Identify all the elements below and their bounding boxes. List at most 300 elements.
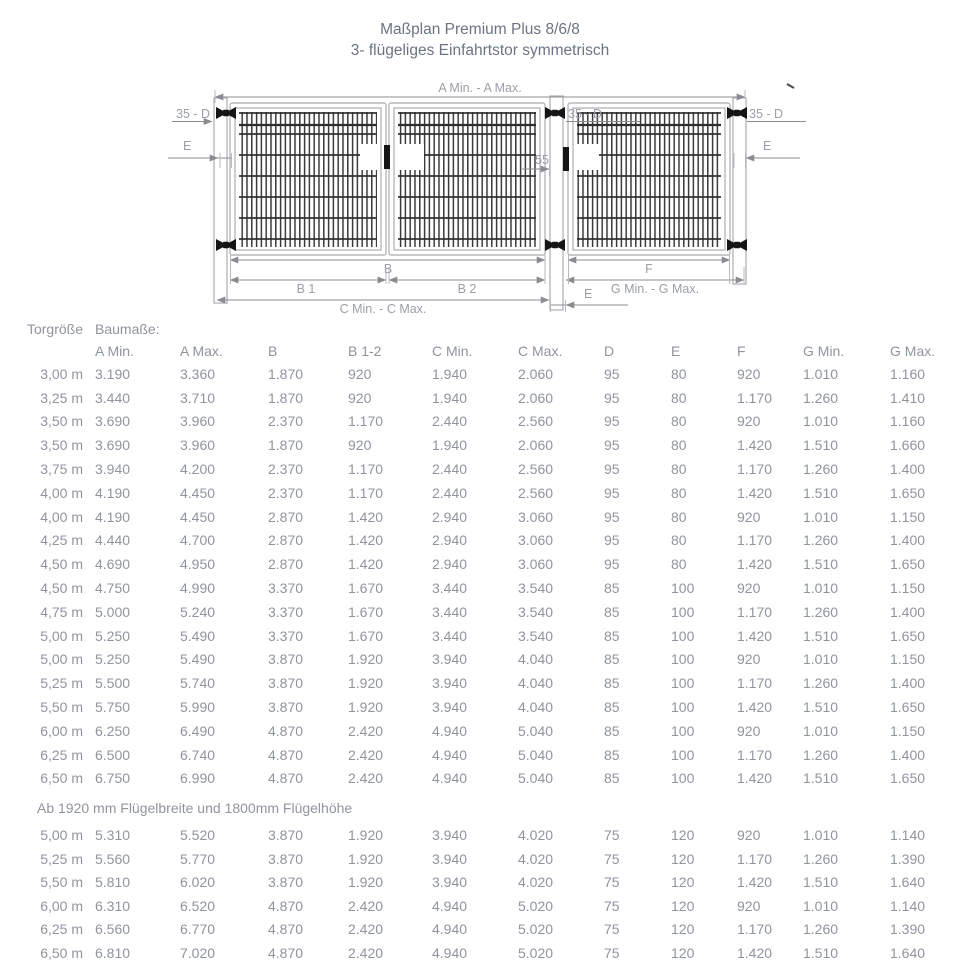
dimension-value: 4.200 [180,461,216,478]
post-center [550,96,563,310]
dimension-value: 1.670 [348,603,384,620]
dimension-value: 5.740 [180,675,216,692]
dimension-c [217,300,549,316]
dimension-value: 1.670 [348,580,384,597]
table-row [0,695,960,719]
dimension-value: 5.240 [180,603,216,620]
dimension-value: 5.990 [180,699,216,716]
dimension-value: 120 [671,850,695,867]
dimension-value: 1.260 [803,675,839,692]
dimension-value: 85 [604,675,620,692]
dimension-value: 4.450 [180,484,216,501]
col-header-g-min: G Min. [803,343,845,359]
dimension-value: 1.170 [737,532,773,549]
dimension-value: 1.650 [890,699,926,716]
dimension-value: 3.960 [180,437,216,454]
table-row [0,624,960,648]
dimension-g [566,280,744,296]
dimension-value: 4.700 [180,532,216,549]
dimension-value: 2.370 [268,484,304,501]
table-row [0,481,960,505]
dimension-value: 920 [737,413,761,430]
dimension-value: 80 [671,484,687,501]
dimension-value: 95 [604,556,620,573]
dimension-value: 5.250 [95,651,131,668]
page-header [0,0,960,61]
dimension-value: 3.540 [518,603,554,620]
gate-wing-1 [230,103,386,255]
gate-drawing [0,72,960,322]
table-row [0,433,960,457]
dimension-value: 120 [671,921,695,938]
dimension-value: 75 [604,850,620,867]
dimension-value: 4.190 [95,484,131,501]
dimension-value: 3.690 [95,413,131,430]
gate-size: 6,25 m [40,921,83,938]
dimension-value: 95 [604,413,620,430]
dimension-value: 920 [737,651,761,668]
dimension-value: 1.150 [890,580,926,597]
dimension-value: 1.420 [737,699,773,716]
dimension-value: 3.440 [95,389,131,406]
dimension-value: 6.310 [95,897,131,914]
dimension-value: 5.310 [95,827,131,844]
table-row [0,410,960,434]
dimension-value: 2.420 [348,722,384,739]
col-header-c-max: C Max. [518,343,563,359]
gate-size: 6,00 m [40,722,83,739]
col-header-f: F [737,343,746,359]
dimension-value: 1.420 [737,437,773,454]
lock-bar-side-wing [563,147,569,171]
dimension-value: 1.640 [890,874,926,891]
dimension-value: 1.170 [737,746,773,763]
dimension-value: 2.560 [518,461,554,478]
dimension-value: 3.440 [432,580,468,597]
col-header-d: D [604,343,615,359]
dimension-value: 1.260 [803,461,839,478]
dimension-value: 3.190 [95,365,131,382]
dimension-value: 5.040 [518,746,554,763]
dimension-value: 6.810 [95,944,131,961]
stray-tick [787,84,794,88]
dimension-value: 4.190 [95,508,131,525]
dimension-value: 95 [604,461,620,478]
post-right [733,98,746,284]
dimension-value: 75 [604,874,620,891]
dimension-value: 1.400 [890,746,926,763]
dimension-value: 1.920 [348,675,384,692]
dimension-value: 1.940 [432,437,468,454]
gate-wing-3 [568,103,730,255]
dimension-value: 5.560 [95,850,131,867]
dimension-value: 100 [671,627,695,644]
dimension-value: 920 [737,580,761,597]
dimension-value: 100 [671,651,695,668]
dimension-value: 6.020 [180,874,216,891]
dimension-value: 2.420 [348,897,384,914]
dimension-value: 3.540 [518,627,554,644]
dimension-value: 85 [604,627,620,644]
dimension-value: 6.560 [95,921,131,938]
dimension-value: 1.160 [890,413,926,430]
dimension-value: 2.560 [518,484,554,501]
dimension-value: 1.410 [890,389,926,406]
dimension-value: 4.040 [518,699,554,716]
gate-size: 3,50 m [40,413,83,430]
dimension-value: 100 [671,675,695,692]
dimension-value: 95 [604,508,620,525]
gate-size: 5,25 m [40,850,83,867]
col-header-e: E [671,343,681,359]
gate-size: 6,50 m [40,944,83,961]
dimension-value: 4.020 [518,874,554,891]
dimension-value: 920 [737,827,761,844]
dimension-value: 4.020 [518,827,554,844]
dimension-value: 1.420 [737,484,773,501]
dimension-value: 1.420 [348,532,384,549]
dim-label-b: B [383,262,393,276]
dimension-value: 3.710 [180,389,216,406]
dimension-value: 1.420 [737,874,773,891]
table-row [0,743,960,767]
dimension-value: 3.940 [432,850,468,867]
dimension-value: 7.020 [180,944,216,961]
gate-size: 4,50 m [40,580,83,597]
table-row [0,719,960,743]
dimension-value: 3.440 [432,603,468,620]
dimension-value: 5.520 [180,827,216,844]
dimension-value: 4.940 [432,921,468,938]
table-row [0,671,960,695]
dimension-value: 1.400 [890,603,926,620]
dimension-value: 85 [604,603,620,620]
dimension-value: 1.660 [890,437,926,454]
page-subtitle: 3- flügeliges Einfahrtstor symmetrisch [350,42,610,59]
dimension-value: 3.870 [268,699,304,716]
dimension-value: 3.870 [268,675,304,692]
dimension-value: 920 [737,508,761,525]
dimension-value: 6.490 [180,722,216,739]
dimension-value: 1.150 [890,508,926,525]
dimension-value: 100 [671,770,695,787]
dimension-value: 2.560 [518,413,554,430]
dimension-value: 1.650 [890,484,926,501]
dimension-value: 2.060 [518,365,554,382]
dimension-value: 5.750 [95,699,131,716]
dimension-value: 2.060 [518,437,554,454]
dim-label-35d-right: 35 - D [749,107,784,121]
col-header-c-min: C Min. [432,343,473,359]
dimension-value: 1.640 [890,944,926,961]
dimension-value: 920 [737,722,761,739]
dimension-value: 3.940 [432,874,468,891]
dimension-value: 4.870 [268,944,304,961]
dimension-value: 3.870 [268,874,304,891]
dimension-value: 85 [604,722,620,739]
gate-size: 6,50 m [40,770,83,787]
dimension-value: 920 [348,389,372,406]
dimension-value: 1.510 [803,944,839,961]
dimension-value: 6.990 [180,770,216,787]
dimension-value: 1.940 [432,389,468,406]
dimension-value: 3.370 [268,627,304,644]
dimension-value: 75 [604,897,620,914]
dimension-value: 120 [671,874,695,891]
dimension-value: 2.940 [432,532,468,549]
dimension-value: 1.510 [803,556,839,573]
gate-size: 6,00 m [40,897,83,914]
table-row [0,505,960,529]
dimension-value: 100 [671,580,695,597]
dimension-value: 1.510 [803,627,839,644]
dimension-value: 2.440 [432,413,468,430]
dimension-value: 1.400 [890,461,926,478]
dimension-value: 80 [671,437,687,454]
dimension-value: 1.920 [348,874,384,891]
dimension-value: 2.420 [348,746,384,763]
dimension-value: 1.390 [890,921,926,938]
dimension-value: 1.420 [737,556,773,573]
dimension-value: 2.440 [432,461,468,478]
dimension-f [568,260,730,276]
dimension-value: 5.040 [518,770,554,787]
col-header-a-min: A Min. [95,343,134,359]
dimension-value: 3.870 [268,850,304,867]
table-row [0,941,960,965]
table-row [0,600,960,624]
table-header-row-2 [0,340,960,362]
dimension-value: 80 [671,556,687,573]
dimension-value: 4.940 [432,944,468,961]
dimension-value: 1.510 [803,437,839,454]
dimension-value: 5.490 [180,651,216,668]
dimension-value: 85 [604,699,620,716]
dimension-value: 4.040 [518,675,554,692]
dimension-value: 2.370 [268,461,304,478]
gate-size: 5,50 m [40,699,83,716]
dimension-value: 80 [671,508,687,525]
dimension-value: 75 [604,827,620,844]
dimension-value: 5.020 [518,944,554,961]
dimension-value: 80 [671,413,687,430]
dimension-value: 1.150 [890,722,926,739]
dimension-value: 85 [604,770,620,787]
dimension-value: 1.260 [803,532,839,549]
dimension-value: 6.500 [95,746,131,763]
table-row [0,386,960,410]
dimension-value: 1.420 [348,508,384,525]
table-row [0,457,960,481]
dim-label-c: C Min. - C Max. [339,302,427,316]
dimension-value: 2.940 [432,508,468,525]
table-row [0,847,960,871]
dimension-value: 2.440 [432,484,468,501]
dimension-value: 1.170 [737,850,773,867]
dimension-value: 1.170 [348,461,384,478]
dimension-value: 1.010 [803,508,839,525]
table-row [0,552,960,576]
dimension-b2 [389,280,545,296]
dimension-value: 1.010 [803,897,839,914]
dimension-value: 1.420 [737,944,773,961]
dimension-value: 2.420 [348,921,384,938]
dimension-value: 5.250 [95,627,131,644]
dimension-value: 1.510 [803,770,839,787]
dimension-value: 5.500 [95,675,131,692]
gate-size: 5,00 m [40,627,83,644]
dimension-value: 95 [604,365,620,382]
dimension-value: 1.940 [432,365,468,382]
dimension-table [0,318,960,964]
dimension-value: 1.920 [348,827,384,844]
dimension-value: 75 [604,944,620,961]
dimension-value: 3.440 [432,627,468,644]
dimension-value: 3.870 [268,827,304,844]
table-row [0,894,960,918]
dimension-value: 4.870 [268,897,304,914]
dimension-value: 3.940 [432,699,468,716]
page-title: Maßplan Premium Plus 8/6/8 [380,21,580,38]
dimension-value: 120 [671,944,695,961]
dimension-value: 1.010 [803,722,839,739]
callout-35d-left [172,107,212,122]
dimension-value: 5.770 [180,850,216,867]
dimension-value: 3.690 [95,437,131,454]
dimension-value: 1.400 [890,675,926,692]
dimension-value: 1.920 [348,699,384,716]
dimension-value: 1.870 [268,437,304,454]
dimension-value: 1.400 [890,532,926,549]
dimension-value: 6.250 [95,722,131,739]
dim-label-e-bottom: E [584,287,593,301]
dimension-value: 100 [671,746,695,763]
dimension-value: 1.650 [890,627,926,644]
dimension-value: 920 [348,437,372,454]
table-row [0,648,960,672]
dimension-value: 5.490 [180,627,216,644]
dimension-value: 80 [671,365,687,382]
dimension-value: 4.450 [180,508,216,525]
dimension-value: 4.870 [268,770,304,787]
dimension-b1 [230,280,386,296]
dimension-value: 1.140 [890,897,926,914]
dimension-value: 1.010 [803,413,839,430]
gate-size: 5,25 m [40,675,83,692]
dimension-value: 95 [604,484,620,501]
table-row [0,362,960,386]
dimension-value: 80 [671,461,687,478]
dim-label-35d-left: 35 - D [176,107,211,121]
gate-size: 5,00 m [40,651,83,668]
dimension-value: 1.510 [803,874,839,891]
dimension-value: 100 [671,699,695,716]
dimension-value: 4.940 [432,722,468,739]
dimension-a [215,81,745,103]
table-row [0,823,960,847]
table-header-row-1 [0,318,960,340]
dimension-value: 1.260 [803,603,839,620]
dimension-value: 95 [604,532,620,549]
dimension-value: 1.010 [803,651,839,668]
dimension-value: 1.420 [348,556,384,573]
dimension-value: 6.740 [180,746,216,763]
dimension-value: 1.510 [803,699,839,716]
col-header-a-max: A Max. [180,343,223,359]
dimension-value: 4.870 [268,921,304,938]
dimension-value: 1.420 [737,770,773,787]
gate-size: 3,75 m [40,461,83,478]
table-row [0,576,960,600]
gate-size: 6,25 m [40,746,83,763]
mesh-infill-1 [239,112,377,247]
dimension-value: 4.950 [180,556,216,573]
dimension-value: 1.510 [803,484,839,501]
col-header-g-max: G Max. [890,343,936,359]
dimension-value: 5.020 [518,897,554,914]
dimension-value: 920 [348,365,372,382]
dimension-value: 1.140 [890,827,926,844]
dimension-value: 3.960 [180,413,216,430]
dimension-value: 1.010 [803,580,839,597]
dimension-value: 6.770 [180,921,216,938]
dim-label-55: 55 [535,153,549,167]
gate-wing-2 [389,103,545,255]
dimension-value: 1.420 [737,627,773,644]
dimension-value: 1.260 [803,389,839,406]
dimension-value: 1.160 [890,365,926,382]
dimension-value: 1.650 [890,556,926,573]
dimension-value: 85 [604,580,620,597]
dimension-value: 75 [604,921,620,938]
dim-label-a: A Min. - A Max. [438,81,522,95]
dimension-value: 5.000 [95,603,131,620]
gate-size: 5,00 m [40,827,83,844]
dimension-value: 4.040 [518,651,554,668]
dimension-value: 3.360 [180,365,216,382]
post-left [214,98,227,303]
dimension-value: 2.870 [268,532,304,549]
dimension-value: 4.690 [95,556,131,573]
table-section-2 [0,823,960,964]
table-row [0,870,960,894]
dimension-value: 3.060 [518,508,554,525]
mesh-infill-3 [577,112,721,247]
dimension-value: 80 [671,532,687,549]
dimension-value: 3.940 [432,651,468,668]
lock-bar-center-wings [384,145,390,169]
dimension-value: 2.870 [268,508,304,525]
dimension-value: 85 [604,746,620,763]
dimension-value: 5.040 [518,722,554,739]
dimension-value: 4.940 [432,897,468,914]
dimension-value: 1.170 [348,484,384,501]
dimension-value: 920 [737,897,761,914]
dimension-value: 1.670 [348,627,384,644]
dimension-value: 120 [671,897,695,914]
table-row [0,917,960,941]
dimension-value: 1.170 [737,389,773,406]
gate-size: 5,50 m [40,874,83,891]
gate-size: 4,25 m [40,532,83,549]
gate-size: 4,00 m [40,508,83,525]
table-row [0,529,960,553]
dimension-value: 920 [737,365,761,382]
gate-size: 3,25 m [40,389,83,406]
gate-size: 4,50 m [40,556,83,573]
gate-size: 4,75 m [40,603,83,620]
dim-label-e-right: E [763,139,772,153]
